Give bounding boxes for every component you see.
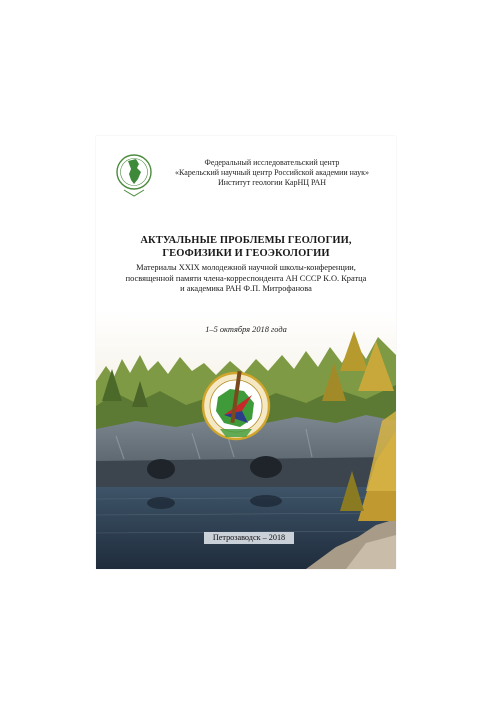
conference-emblem-icon xyxy=(203,371,269,439)
book-subtitle xyxy=(106,263,386,295)
karelia-institute-logo-icon xyxy=(114,152,154,198)
organization-name xyxy=(162,158,382,188)
book-cover xyxy=(96,136,396,569)
quarry-landscape-image xyxy=(96,311,396,569)
book-title xyxy=(96,234,396,260)
subtitle-line-2: посвященной памяти члена-корреспондента АН СССР К.О. Кратца xyxy=(125,273,367,283)
city-year-label: Петрозаводск – 2018 xyxy=(204,532,294,544)
org-line-3: Институт геологии КарНЦ РАН xyxy=(217,178,327,187)
subtitle-line-3: и академика РАН Ф.П. Митрофанова xyxy=(180,284,312,293)
org-line-2: «Карельский научный центр Российской академии наук» xyxy=(175,168,369,177)
title-line-1: АКТУАЛЬНЫЕ ПРОБЛЕМЫ ГЕОЛОГИИ, xyxy=(140,235,352,246)
title-line-2: ГЕОФИЗИКИ И ГЕОЭКОЛОГИИ xyxy=(162,248,330,259)
conference-dates: 1–5 октября 2018 года xyxy=(205,325,287,334)
org-line-1: Федеральный исследовательский центр xyxy=(204,158,340,167)
subtitle-line-1: Материалы XXIX молодежной научной школы-конференции, xyxy=(136,263,356,272)
